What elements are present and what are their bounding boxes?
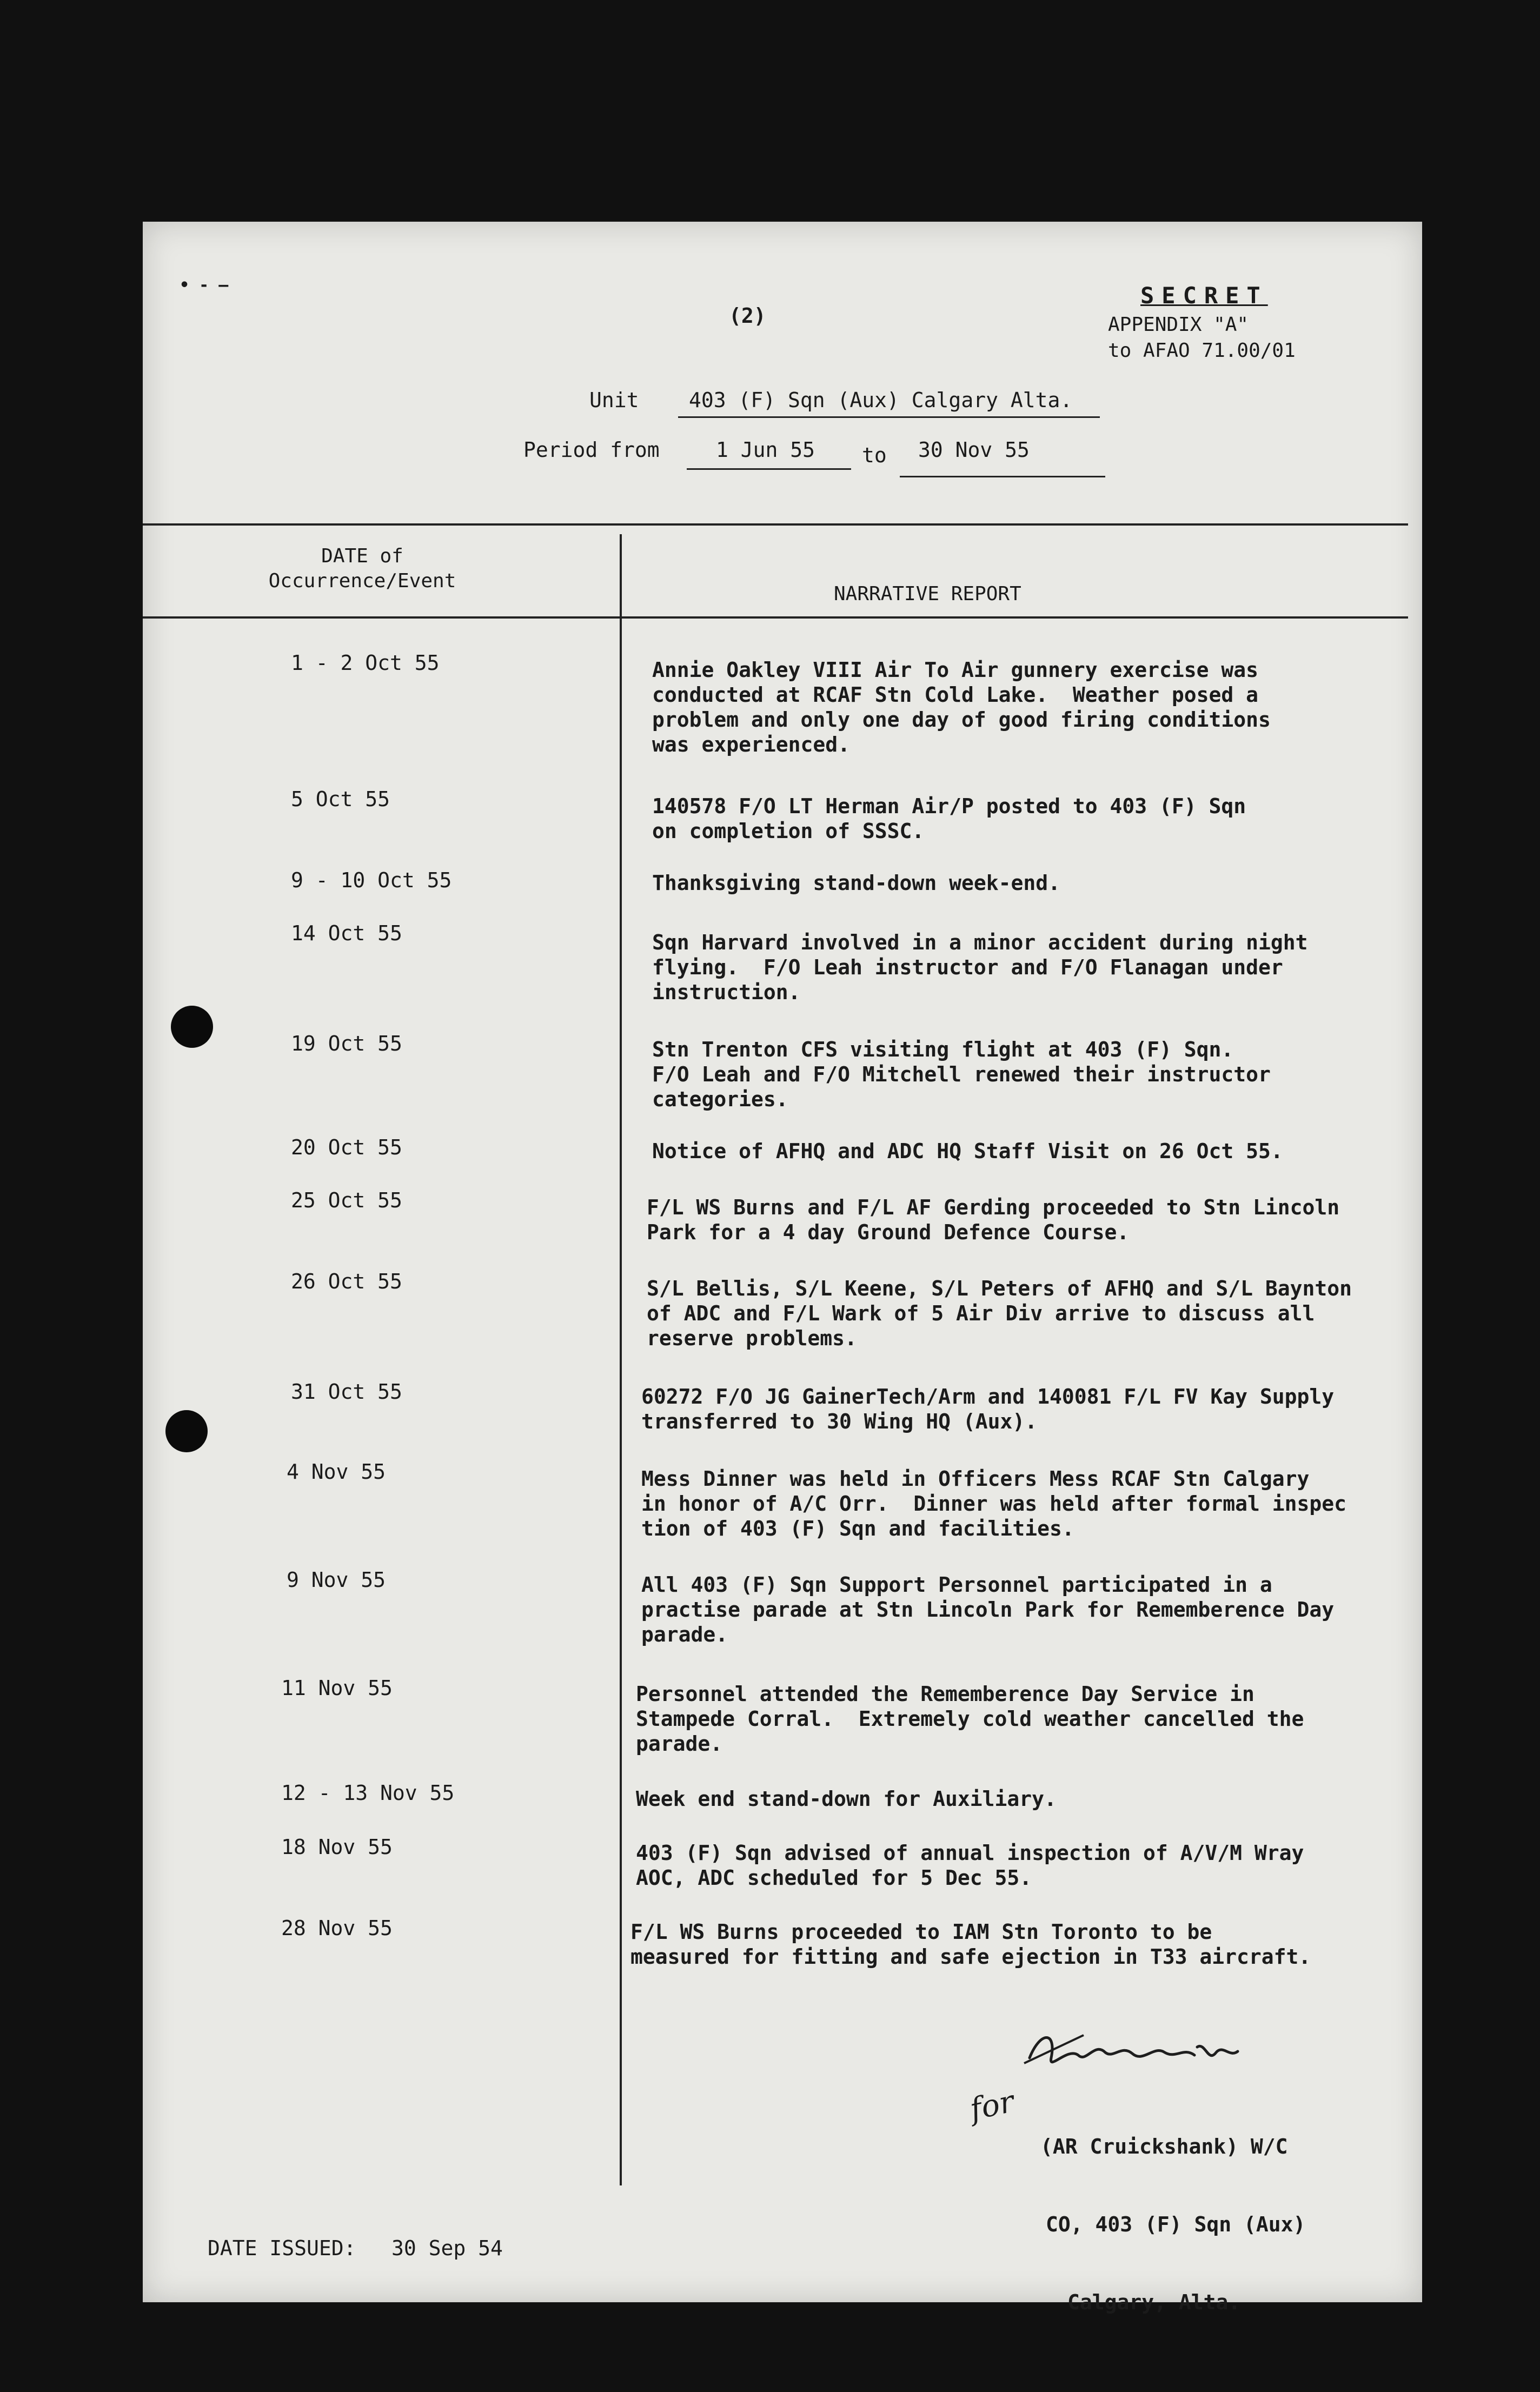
row-narrative: Mess Dinner was held in Officers Mess RCAF Stn Calgary in honor of A/C Orr. Dinner was held after formal inspec tion of 403 (F) Sqn and facilities. [641, 1467, 1347, 1540]
period-to-value: 30 Nov 55 [918, 438, 1030, 462]
period-from-underline [687, 468, 851, 470]
date-column-header [265, 544, 460, 594]
row-narrative: F/L WS Burns and F/L AF Gerding proceeded to Stn Lincoln Park for a 4 day Ground Defence Course. [647, 1195, 1340, 1244]
date-column-header-line1: DATE of [321, 545, 403, 567]
appendix-reference: to AFAO 71.00/01 [1108, 340, 1296, 362]
row-narrative: Sqn Harvard involved in a minor accident during night flying. F/O Leah instructor and F/O Flanagan under instruction. [652, 931, 1308, 1004]
row-date: 11 Nov 55 [281, 1676, 393, 1700]
row-date: 18 Nov 55 [281, 1835, 393, 1859]
row-date: 19 Oct 55 [291, 1032, 402, 1055]
punch-hole-lower [165, 1410, 208, 1452]
table-header-rule [143, 616, 1408, 619]
signature-for-mark: for [967, 2084, 1018, 2128]
row-narrative: 60272 F/O JG GainerTech/Arm and 140081 F/L FV Kay Supply transferred to 30 Wing HQ (Aux). [641, 1385, 1335, 1433]
row-date: 4 Nov 55 [287, 1460, 386, 1484]
table-top-rule [143, 523, 1408, 526]
signatory-title: CO, 403 (F) Sqn (Aux) [1046, 2212, 1306, 2236]
row-date: 5 Oct 55 [291, 787, 390, 811]
period-from-value: 1 Jun 55 [716, 438, 815, 462]
date-issued-label: DATE ISSUED: [208, 2236, 356, 2260]
handwritten-signature [1019, 2025, 1246, 2079]
row-narrative: Week end stand-down for Auxiliary. [636, 1787, 1057, 1811]
date-column-header-line2: Occurrence/Event [268, 570, 456, 592]
row-narrative: 140578 F/O LT Herman Air/P posted to 403 (F) Sqn on completion of SSSC. [652, 794, 1246, 843]
row-date: 9 - 10 Oct 55 [291, 868, 452, 892]
row-date: 28 Nov 55 [281, 1916, 393, 1940]
corner-marks: • - – [180, 276, 229, 295]
row-date: 20 Oct 55 [291, 1135, 402, 1159]
period-label: Period from [523, 438, 660, 462]
table-column-divider [620, 534, 622, 2185]
row-date: 25 Oct 55 [291, 1188, 402, 1212]
row-narrative: Stn Trenton CFS visiting flight at 403 (F) Sqn. F/O Leah and F/O Mitchell renewed their instructor categories. [652, 1038, 1271, 1111]
row-narrative: Thanksgiving stand-down week-end. [652, 871, 1060, 895]
appendix-label: APPENDIX "A" [1108, 314, 1249, 336]
date-issued-value: 30 Sep 54 [391, 2236, 503, 2260]
unit-value: 403 (F) Sqn (Aux) Calgary Alta. [689, 388, 1073, 412]
row-narrative: Personnel attended the Rememberence Day Service in Stampede Corral. Extremely cold weather cancelled the parade. [636, 1682, 1304, 1756]
row-date: 31 Oct 55 [291, 1380, 402, 1404]
row-narrative: Annie Oakley VIII Air To Air gunnery exercise was conducted at RCAF Stn Cold Lake. Weather posed a problem and only one day of good firing conditions was experienced. [652, 658, 1271, 756]
row-narrative: S/L Bellis, S/L Keene, S/L Peters of AFHQ and S/L Baynton of ADC and F/L Wark of 5 Air Div arrive to discuss all reserve problems. [647, 1277, 1352, 1350]
row-date: 1 - 2 Oct 55 [291, 651, 440, 675]
row-date: 12 - 13 Nov 55 [281, 1781, 455, 1805]
row-narrative: Notice of AFHQ and ADC HQ Staff Visit on 26 Oct 55. [652, 1139, 1283, 1163]
classification-stamp: SECRET [1140, 282, 1268, 309]
unit-underline [678, 416, 1100, 418]
row-date: 14 Oct 55 [291, 921, 402, 945]
row-date: 26 Oct 55 [291, 1270, 402, 1293]
punch-hole-upper [171, 1006, 213, 1048]
row-date: 9 Nov 55 [287, 1568, 386, 1592]
period-to-underline [900, 476, 1105, 477]
signature-block [1040, 2082, 1305, 2367]
narrative-column-header: NARRATIVE REPORT [834, 583, 1021, 605]
row-narrative: 403 (F) Sqn advised of annual inspection of A/V/M Wray AOC, ADC scheduled for 5 Dec 55. [636, 1841, 1304, 1890]
signatory-location: Calgary, Alta. [1067, 2290, 1241, 2314]
unit-label: Unit [589, 388, 639, 412]
signatory-name: (AR Cruickshank) W/C [1040, 2135, 1288, 2158]
page-number: (2) [729, 304, 766, 328]
document-page [143, 222, 1422, 2314]
row-narrative: F/L WS Burns proceeded to IAM Stn Toronto to be measured for fitting and safe ejection in T33 aircraft. [630, 1920, 1311, 1969]
row-narrative: All 403 (F) Sqn Support Personnel participated in a practise parade at Stn Lincoln Park for Rememberence Day parade. [641, 1573, 1335, 1646]
period-to-label: to [862, 443, 887, 467]
